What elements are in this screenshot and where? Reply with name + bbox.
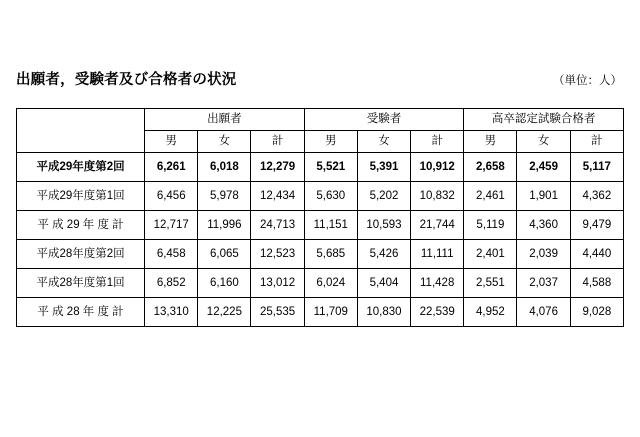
cell-passers-total: 9,479	[570, 211, 623, 240]
cell-examinees-male: 11,709	[304, 298, 357, 327]
cell-passers-male: 5,119	[464, 211, 517, 240]
cell-applicants-total: 12,279	[251, 153, 304, 182]
table-row	[17, 240, 624, 269]
table-head	[17, 109, 624, 153]
row-label: 平成28年度第2回	[17, 240, 145, 269]
row-label: 平成28年度第1回	[17, 269, 145, 298]
cell-applicants-male: 6,456	[145, 182, 198, 211]
sub-header-examinees-male: 男	[304, 131, 357, 153]
row-label: 平成29年度第2回	[17, 153, 145, 182]
group-header-row	[17, 109, 624, 131]
cell-passers-female: 2,037	[517, 269, 570, 298]
cell-passers-male: 2,401	[464, 240, 517, 269]
cell-passers-male: 2,551	[464, 269, 517, 298]
cell-examinees-total: 11,428	[411, 269, 464, 298]
cell-applicants-female: 5,978	[198, 182, 251, 211]
group-header-passers: 高卒認定試験合格者	[464, 109, 624, 131]
row-label: 平 成 29 年 度 計	[17, 211, 145, 240]
table-row	[17, 298, 624, 327]
cell-applicants-total: 25,535	[251, 298, 304, 327]
sub-header-passers-male: 男	[464, 131, 517, 153]
cell-examinees-total: 21,744	[411, 211, 464, 240]
cell-applicants-female: 11,996	[198, 211, 251, 240]
unit-note: （単位：人）	[553, 75, 622, 87]
cell-applicants-total: 24,713	[251, 211, 304, 240]
sub-header-applicants-total: 計	[251, 131, 304, 153]
cell-passers-male: 4,952	[464, 298, 517, 327]
sub-header-applicants-male: 男	[145, 131, 198, 153]
cell-applicants-total: 12,523	[251, 240, 304, 269]
cell-passers-female: 1,901	[517, 182, 570, 211]
group-header-applicants: 出願者	[145, 109, 305, 131]
table-row	[17, 182, 624, 211]
table-body	[17, 153, 624, 327]
statistics-table	[16, 108, 624, 327]
cell-applicants-female: 6,065	[198, 240, 251, 269]
row-label: 平 成 28 年 度 計	[17, 298, 145, 327]
cell-passers-female: 2,039	[517, 240, 570, 269]
cell-examinees-female: 5,202	[357, 182, 410, 211]
cell-examinees-male: 5,630	[304, 182, 357, 211]
cell-applicants-female: 12,225	[198, 298, 251, 327]
cell-passers-female: 2,459	[517, 153, 570, 182]
sub-header-passers-female: 女	[517, 131, 570, 153]
cell-examinees-total: 22,539	[411, 298, 464, 327]
cell-examinees-female: 5,426	[357, 240, 410, 269]
cell-passers-total: 9,028	[570, 298, 623, 327]
cell-examinees-female: 10,830	[357, 298, 410, 327]
cell-passers-total: 4,440	[570, 240, 623, 269]
cell-examinees-male: 5,521	[304, 153, 357, 182]
title-row	[16, 68, 624, 89]
cell-passers-total: 4,362	[570, 182, 623, 211]
table-row	[17, 211, 624, 240]
cell-applicants-male: 6,261	[145, 153, 198, 182]
cell-examinees-male: 5,685	[304, 240, 357, 269]
cell-applicants-female: 6,018	[198, 153, 251, 182]
cell-examinees-male: 6,024	[304, 269, 357, 298]
cell-examinees-female: 5,404	[357, 269, 410, 298]
cell-applicants-male: 12,717	[145, 211, 198, 240]
cell-applicants-total: 13,012	[251, 269, 304, 298]
cell-passers-female: 4,076	[517, 298, 570, 327]
cell-examinees-female: 10,593	[357, 211, 410, 240]
sub-header-examinees-total: 計	[411, 131, 464, 153]
sub-header-applicants-female: 女	[198, 131, 251, 153]
row-header-corner	[17, 109, 145, 153]
cell-examinees-total: 10,912	[411, 153, 464, 182]
cell-examinees-female: 5,391	[357, 153, 410, 182]
row-label: 平成29年度第1回	[17, 182, 145, 211]
cell-applicants-male: 6,852	[145, 269, 198, 298]
cell-applicants-female: 6,160	[198, 269, 251, 298]
table-row	[17, 269, 624, 298]
cell-passers-total: 5,117	[570, 153, 623, 182]
sub-header-examinees-female: 女	[357, 131, 410, 153]
cell-applicants-total: 12,434	[251, 182, 304, 211]
cell-applicants-male: 6,458	[145, 240, 198, 269]
cell-applicants-male: 13,310	[145, 298, 198, 327]
cell-passers-female: 4,360	[517, 211, 570, 240]
table-row	[17, 153, 624, 182]
cell-examinees-male: 11,151	[304, 211, 357, 240]
cell-passers-total: 4,588	[570, 269, 623, 298]
cell-passers-male: 2,461	[464, 182, 517, 211]
cell-examinees-total: 11,111	[411, 240, 464, 269]
group-header-examinees: 受験者	[304, 109, 464, 131]
cell-examinees-total: 10,832	[411, 182, 464, 211]
sub-header-passers-total: 計	[570, 131, 623, 153]
cell-passers-male: 2,658	[464, 153, 517, 182]
page-title: 出願者，受験者及び合格者の状況	[16, 72, 237, 88]
